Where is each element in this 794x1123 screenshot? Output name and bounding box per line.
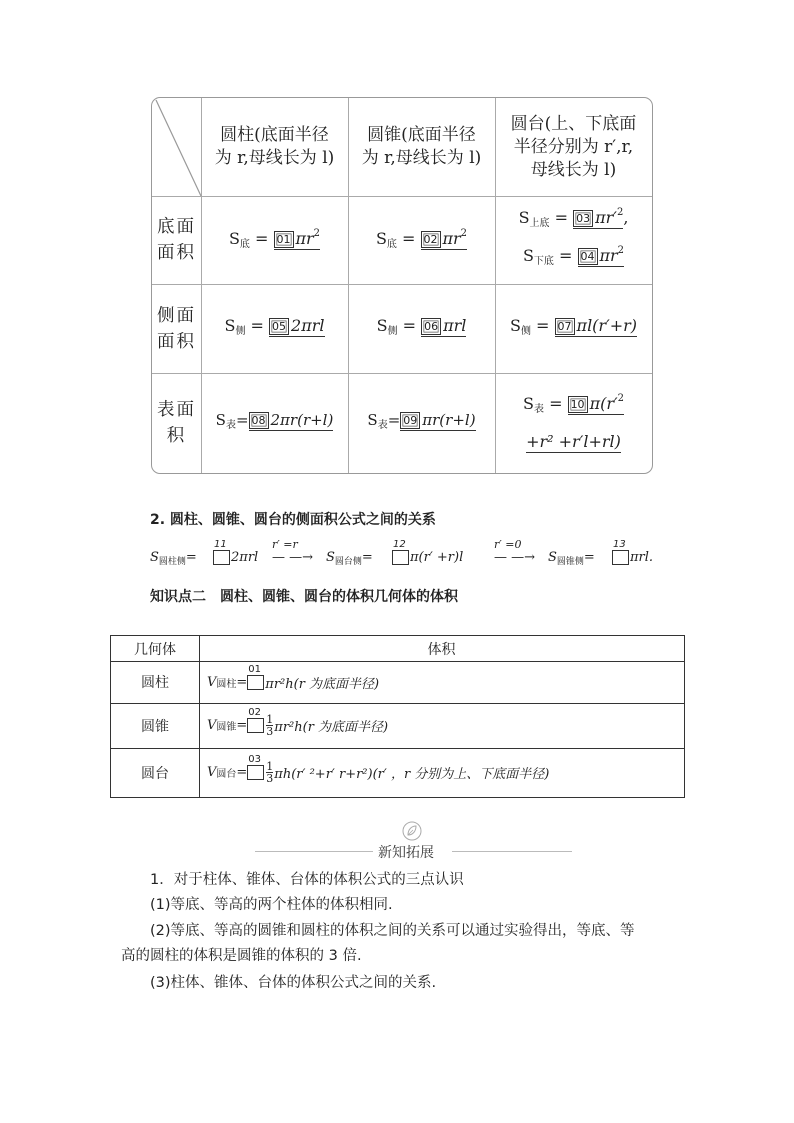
divider-line	[255, 851, 373, 852]
answer-box: 03	[247, 765, 264, 780]
header-frustum: 圆台(上、下底面 半径分别为 r′,r, 母线长为 l)	[510, 113, 637, 180]
paragraph: 高的圆柱的体积是圆锥的体积的 3 倍.	[121, 948, 362, 964]
answer-box: 03	[573, 210, 593, 227]
leaf-icon	[401, 820, 423, 842]
shape-frustum: 圆台	[141, 765, 169, 782]
answer-box: 01	[274, 231, 294, 248]
paragraph: 1．对于柱体、锥体、台体的体积公式的三点认识	[150, 872, 464, 888]
divider-line	[452, 851, 572, 852]
answer-box: 08	[249, 412, 269, 429]
answer-box: 02	[421, 231, 441, 248]
answer-box: 02	[247, 718, 264, 733]
header-cone: 圆锥(底面半径 为 r,母线长为 l)	[361, 125, 482, 168]
volume-formula: V 圆柱 = 01 πr²h(r 为底面半径)	[207, 663, 380, 692]
section-heading: 知识点二 圆柱、圆锥、圆台的体积几何体的体积	[150, 589, 458, 605]
shape-cylinder: 圆柱	[141, 675, 169, 691]
formula-cell: $S_{上底} = 03$ $\pi r'^2$, $S_{下底} = 04$ $\pi r^2$	[495, 196, 652, 284]
arrow-icon: — —→	[272, 550, 314, 565]
volume-formula: V 圆台 = 03 $\frac{1}{3}$ πh(r′ ²+r′ r+r²)(r′ ，r 分别为上、下底面半径)	[207, 754, 550, 785]
answer-box: 05	[269, 318, 289, 335]
row-label-total-area: 表面 积	[157, 400, 196, 446]
paragraph: (1)等底、等高的两个柱体的体积相同.	[150, 897, 393, 913]
formula-cell: $S_侧 = 05$ 2πrl	[224, 315, 325, 337]
answer-box: 10	[568, 396, 588, 413]
arrow-icon: — —→	[494, 550, 536, 565]
row-label-base-area: 底面 面积	[157, 217, 196, 263]
formula-cell: $S_表= 08$ 2πr(r+l)	[215, 411, 334, 431]
section-heading: 2. 圆柱、圆锥、圆台的侧面积公式之间的关系	[150, 512, 436, 528]
answer-box: 11	[213, 550, 230, 565]
surface-area-table	[151, 97, 653, 474]
row-label-lateral-area: 侧面 面积	[157, 305, 196, 352]
answer-box: 07	[555, 318, 575, 335]
diagonal-header-line	[152, 98, 202, 196]
paragraph: (3)柱体、锥体、台体的体积公式之间的关系.	[150, 975, 437, 991]
formula-cell: $S_底 = 02$ $\pi r^2$	[348, 196, 495, 284]
extension-title: 新知拓展	[378, 845, 434, 861]
shape-cone: 圆锥	[141, 718, 169, 735]
answer-box: 04	[578, 248, 598, 265]
volume-table	[110, 635, 685, 798]
answer-box: 09	[400, 412, 420, 429]
answer-box: 12	[392, 550, 409, 565]
col-header-volume: 体积	[427, 641, 456, 658]
lateral-area-relation: $S_{圆柱侧}=$ 11 2πrl r′ =r — —→ $S_{圆台侧}=$ 12 π(r′ +r)l r′ =0 — —→ $S_{圆锥侧}=$ 13 πrl.	[150, 538, 654, 567]
volume-formula: V 圆锥 = 02 $\frac{1}{3}$ πr²h(r 为底面半径)	[207, 707, 389, 738]
formula-cell: $S_底 = 01$ $\pi r^2$	[201, 196, 348, 284]
col-header-shape: 几何体	[134, 641, 176, 658]
formula-cell: $S_表 = 10$ $\pi(r'^2$ +r² +r′l+rl)	[495, 373, 652, 473]
formula-cell: $S_侧 = 07$ πl(r′+r)	[509, 315, 637, 337]
answer-box: 01	[247, 675, 264, 690]
answer-box: 13	[612, 550, 629, 565]
answer-box: 06	[421, 318, 441, 335]
header-cylinder: 圆柱(底面半径 为 r,母线长为 l)	[214, 125, 335, 168]
paragraph: (2)等底、等高的圆锥和圆柱的体积之间的关系可以通过实验得出，等底、等	[150, 923, 635, 939]
formula-cell: $S_侧 = 06$ πrl	[376, 315, 467, 337]
formula-cell: $S_表= 09$ πr(r+l)	[367, 411, 476, 431]
